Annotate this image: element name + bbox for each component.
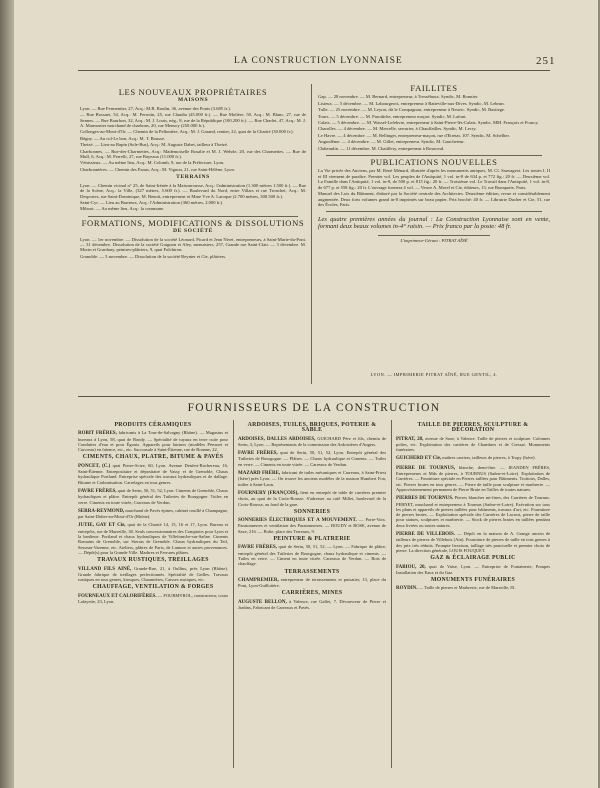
supplier-entry bbox=[78, 566, 228, 583]
supplier-name: CHAMPREMIER, bbox=[238, 577, 279, 583]
supplier-name: FAVRE FRÈRES, bbox=[78, 488, 117, 494]
supplier-text: Pierres blanches mi-fines, des Carrières de Tournus. PERNET, marchand et entrepreneur à Tournus (Saône-et-Loire). Exécution sur tous les plans et appareils de pierres taillées pour bâtiments, travaux d'art, etc. Fourniture de pierres brutes. — Exploitation spéciale des Carrières de Lacrost, pierre de taille pour statues, sculptures et marbrerie. — Stock de pierres brutes en taillées pendant deux livrées ou toutes natures. bbox=[396, 495, 551, 528]
list-item: Calais. — 5 décembre. — M. Wassel-Lefebvre, entrepreneur à Saint-Pierre-lès-Calais. Syndic, MM. François et Fourcy. bbox=[318, 120, 539, 126]
supplier-entry bbox=[396, 455, 550, 461]
list-item: Châteaulin. — 11 décembre. M. Chatillery, entrepreneur à Rosnoval. bbox=[318, 145, 445, 151]
supplier-entry bbox=[78, 522, 228, 555]
category-heading: PEINTURE & PLATRERIE bbox=[273, 536, 351, 543]
list-item: Lisieux. — 5 décembre. — M. Labourgeois, entrepreneur à Batteville-aux-Dives. Syndic, M. Lebrun. bbox=[318, 100, 505, 106]
column-divider bbox=[391, 420, 392, 768]
category-heading: ARDOISES, TUILES, BRIQUES, POTERIE & SABLE bbox=[247, 422, 377, 434]
column-divider bbox=[233, 420, 234, 768]
section-title-formations: FORMATIONS, MODIFICATIONS & DISSOLUTIONS bbox=[81, 217, 305, 228]
section-rule bbox=[378, 235, 490, 236]
supplier-name: ROYDIN. bbox=[396, 586, 418, 592]
list-item: Tulle. — 25 novembre. — M. Leyrat, dit le Compagnon, entrepreneur à Neuvic. Syndic, M. Bastiege. bbox=[318, 107, 506, 113]
list-item: Angoulême. — 4 décembre. — M. Gillet, entrepreneur. Syndic, M. Gaucheteur. bbox=[318, 139, 465, 145]
list-item: Charbonnières. — Chemin des Esnus, Acq.: M. Vignon, 21, rue Saint-Hélène, Lyon. bbox=[80, 166, 235, 172]
supplier-entry bbox=[238, 577, 386, 589]
supplier-name: SERRA-REYMOND, bbox=[78, 508, 125, 514]
section-rule bbox=[78, 396, 550, 397]
supplier-text: — FOURMYROL, constructeur, cours Lafayette, 23, Lyon. bbox=[78, 592, 228, 605]
supplier-entry bbox=[396, 585, 550, 591]
section-title-proprietaires: LES NOUVEAUX PROPRIÉTAIRES bbox=[118, 87, 268, 97]
supplier-entry bbox=[78, 508, 228, 520]
supplier-text: quai de la Charité 14, 15, 16 et 17, Lyon. Bureau et entrepôts, rue de Marseille, 30. Seuls concessionnaires des Comptoirs pour Lyon et la banlieue. Portland et chaux hydrauliques de Villefranche-sur-Saône. Ciments Romains de Grenoble, sur Sierras de Grenoble. Chaux hydrauliques du Teil, Sesseau-Varenne, etc. Ateliers, plâtres de Paris, de Lamure et autres provenances. — Dépôt(s) pour la Grande Ville. Marbres et Ferrures plâtres. bbox=[78, 522, 229, 555]
list-item: — Rue Bossuet, 54, Acq.: M. Perrotin, 25, rue Claudia (45.000 fr.). — Rue Molière, 50, Acq.: M. Blanc, 27, rue de Sennes. — Rue Bourbon, 32, Acq.: M. J. Louis, nég., 8, rue de la République (100.200 fr.). — Rue Charlet, 47, Acq.: M. J. A. Marmonier marchand de charbons, 20, rue Mensoy (250.000 fr.). bbox=[80, 112, 306, 129]
supplier-text: — Porte-Voix. Paratonnerres et ventilation des Paratonnerres. — BOUDY et BOSE, avenue de Saxe, 216. — Boîte, place des Terreaux, 9. bbox=[238, 517, 386, 534]
list-item: Tours. — 5 décembre. — M. Parodiche, entrepreneur maçon. Syndic, M. Lafont. bbox=[318, 113, 467, 119]
subsection-maisons: MAISONS bbox=[177, 97, 209, 104]
list-item: La Vie privée des Anciens, par M. René Ménard, illustrée d'après les monuments antiques, M. Cl. Sauvageot. Les tomes I, II et III viennent de paraître. Premier vol. Les peuples de l'Antiquité, 1 vol. in-8 de 634 p. et 772 fig.: 20 fr. — Deuxième vol. La Famille dans l'Antiquité, 1 vol. in-8, de 500 p. et 815 fig.: 20 fr. — Troisième vol. Le Travail dans l'Antiquité, 1 vol. in-8, de 677 p. et 558 fig.: 20 fr. L'ouvrage formera 4 vol. — Veuve A. Morel et Cie, éditeurs, 13, rue Bonaparte, Paris. bbox=[318, 168, 550, 190]
supplier-entry bbox=[396, 465, 550, 492]
list-item: Manuel des Lois du Bâtiment, élaboré par la Société centrale des Architectes. Deuxième édition, revue et considérablement augmentée. Deux forts volumes grand in-8 imprimés sur beau papier. Prix broché: 40 fr. — Librairie Ducher et Cie, 51, rue des Écoles, Paris. bbox=[318, 191, 550, 207]
supplier-entry bbox=[78, 463, 228, 485]
supplier-entry bbox=[396, 495, 550, 528]
supplier-text: — Dépôt en la maison de A. Grange ancien de tailleurs de pierres de Villebois (Ain). Fourniture de pierres de taille en tous genres à des prix très réduits. Prompte livraison, taillage très ponctuelle et premier choix de pierre. La direction générale, LOUIS FOUQUET. bbox=[396, 531, 550, 553]
list-item: Gap. — 28 novembre. — M. Bernard, entrepreneur, à Tresséboux. Syndic, M. Bonnier. bbox=[318, 94, 479, 100]
supplier-name: FAVRE FRÈRES, bbox=[238, 545, 277, 551]
section-title-faillites: FAILLITES bbox=[410, 83, 458, 93]
supplier-text: marchand de Pavés épines, cabinet rouillé à Champagne, par Saint-Didier-au-Mont-d'Or (Rhône). bbox=[78, 507, 229, 520]
supplier-entry bbox=[238, 544, 386, 566]
category-heading: PRODUITS CÉRAMIQUES bbox=[114, 422, 192, 428]
supplier-text: quai de Serin, 50, 51, 52, Lyon. Entrepôt général des Tuileries de Bourgogne. — Plâtres. — Chaux hydraulique et Ciments. — Tuiles en verre. — Ciments en toute vitrée. — Carreaux de Verdun. bbox=[238, 450, 387, 467]
supplier-name: AUGUSTE BELLON, bbox=[238, 599, 287, 605]
list-item: Charbonnes. — Rue-des-Charmettes, Acq.: Mademoiselle Rosalie et M. J. Wehrle, 20, rue des Charmettes. — Rue de Mull, 6, Acq.: M. Perrelli, 27, rue Bayeaux (11.000 fr.). bbox=[80, 148, 306, 160]
category-heading: CARRIÈRES, MINES bbox=[281, 590, 343, 597]
supplier-name: PONCET, (C.) bbox=[78, 463, 111, 469]
supplier-name: MAZARD FRÈRE, bbox=[238, 471, 281, 477]
supplier-name: PIERRE DE VILLEBOIS. bbox=[396, 532, 456, 538]
subsection-societe: DE SOCIÉTÉ bbox=[172, 228, 214, 235]
supplier-name: ARDOISES, DALLES ARDOISES, bbox=[238, 436, 316, 442]
fournisseurs-column-2 bbox=[238, 420, 386, 613]
category-heading: GAZ & ÉCLAIRAGE PUBLIC bbox=[430, 555, 516, 562]
supplier-entry bbox=[238, 436, 386, 448]
section-rule bbox=[326, 155, 542, 156]
supplier-entry bbox=[238, 517, 386, 534]
category-heading: TRAVAUX RUSTIQUES, TREILLAGES bbox=[97, 557, 209, 564]
supplier-entry bbox=[238, 450, 386, 467]
list-item: Le Havre. — 4 décembre. — M. Bellinger, entrepreneur-maçon, rue d'Etretat, 107. Syndic, M. Schellier. bbox=[318, 132, 510, 138]
supplier-entry bbox=[78, 593, 228, 605]
section-rule bbox=[88, 216, 298, 217]
supplier-text: blanche, demi-fine. — JEANDEN FRÈRES, Entrepreneurs et Mds de pierres, à TOURNUS (Saône-et-Loire). Exploitation de Carrières. — Fourniture spéciale en Pierres taillées pour Bâtiments. Trottoirs, Dalles, etc. Pierres brutes en tous genres. — Pierre de taille pour sculpture et marbrerie. — Approvisionnement permanent de Pierre Brute en Tailles de toutes natures. bbox=[396, 464, 551, 492]
book-gutter bbox=[0, 0, 14, 788]
journal-title: LA CONSTRUCTION LYONNAISE bbox=[234, 56, 403, 66]
header-rule bbox=[78, 70, 550, 71]
supplier-text: avenue de Saxe, à Valence. Taille de pierres et sculpture. Colonnes polies, etc. Exploitation des carrières de Chambres et de Cressat. Monuments funéraires. bbox=[396, 435, 551, 453]
section-rule bbox=[326, 211, 542, 212]
supplier-text: à Valence, rue Gallet, 7. Découvreur de Pierre et Jardins, Fabricant de Carreaux et Pavés. bbox=[238, 598, 386, 611]
list-item: Lyon. — 1er novembre. — Dissolution de la société Léonard, Picard et Jean Nivet, entrepreneurs, à Saint-Marie-du-Pont. — 31 décembre. Dissolution de la société Guignon et Aley, menuisiers, 257, Grande rue Saint-Clair. — 3 décembre. M. Morin et Grardany, peintres-plâtriers, 9, quai Fulchiron. bbox=[80, 236, 306, 253]
page bbox=[14, 0, 598, 788]
supplier-text: maîtres carriers, tailleurs de pierres, à Tropy (Isère). bbox=[442, 455, 536, 461]
category-heading: SONNERIES bbox=[293, 508, 331, 515]
supplier-text: fabricants à La Tour-de-Salvagny (Rhône). — Magasins et bureaux à Lyon, 58, quai de Bondy. — Spécialité de tuyaux en terre cuite pour Conduites d'eau et pour Égouts. Appareils pour latrines (modèles Pérusset et Carcreau) en faïence, etc., etc. Succursale à Saint-Étienne, rue de Roanne, 22. bbox=[78, 430, 228, 453]
supplier-entry bbox=[396, 531, 550, 553]
list-item: Lyon. — Chemin vicinal n° 25, de Saint-Irénée à la Maisonrousse, Acq.: l'administration (1.300 mètres 1.500 fr.). — Rue de la Scène, Acq.: la Ville, (327 mètres, 5.600 fr.). — Boulevard du Nord, entre Villars et rue Tronchet, Acq.: M. Desportes, rue Saint-Dominique, M. Benoit, entrepreneur et Mme Vve A. Laroque (2.700 mètres, 300.500 fr.). bbox=[80, 182, 306, 199]
category-heading: TERRASSEMENTS bbox=[284, 568, 340, 575]
supplier-name: SONNERIES ÉLECTRIQUES ET A MOUVEMENT. bbox=[238, 518, 357, 524]
supplier-entry bbox=[238, 470, 386, 487]
list-item: Collonges-au-Mont-d'Or. — Chemin de la Pellonière, Acq.: M. J. Garand, rentier, 22, quai de la Charité (30.000 fr.). bbox=[80, 129, 294, 135]
fournisseurs-column-3 bbox=[396, 420, 550, 595]
supplier-text: entrepreneur de terrassements et puisatier, 13, place du Pont, Lyon-Guillotière. bbox=[238, 576, 387, 589]
list-item: Granoble. — 5 novembre. — Dissolution de la société Reynier et Cie, plâtriers. bbox=[80, 253, 227, 259]
supplier-entry bbox=[396, 564, 550, 576]
supplier-name: ROBIT FRÈRES, bbox=[78, 431, 117, 437]
list-item: Theizé. — Lieu-au Rapin (Sole-Bus), Acq.: M. Auguste Dabet, tailleur à Theizé. bbox=[80, 142, 229, 148]
supplier-name: FABIOU, 20, bbox=[396, 564, 426, 570]
section-title-publications: PUBLICATIONS NOUVELLES bbox=[370, 157, 498, 168]
gerant-line: L'imprimeur-Gérant : PITRAT AÎNÉ bbox=[400, 238, 468, 244]
list-item: Bégny. — Au col-Le bon, Acq.: M. T. Bousse. bbox=[80, 135, 166, 141]
fournisseurs-column-1 bbox=[78, 420, 228, 607]
supplier-text: — Taille de pierres et Marbrerie, rue de Marseille, 81. bbox=[418, 585, 516, 591]
column-divider bbox=[311, 84, 312, 384]
list-item: Miboot. — Au même lieu, Acq.: la commune. bbox=[80, 206, 165, 212]
supplier-entry bbox=[238, 490, 386, 507]
supplier-text: quai de Vaise, Lyon. — Entreprise de Fontainerie, Pompes Installation des Eaux et du Gaz. bbox=[396, 563, 551, 575]
supplier-name: PITRAT, 28, bbox=[396, 436, 424, 442]
list-item: Saint-Cyr. — Lieu au Barrieux, Acq.: l'Administration (360 mètres, 2.000 fr.). bbox=[80, 199, 224, 205]
supplier-text: Grande-Rue, 21, à Oullins, près Lyon (Rhône). Grande fabrique de treillages perfectionnés. Spécialité de Grilles. Travaux rustiques en tous genres, kiosques, Chaumières, Caisses rustiques, etc. bbox=[78, 565, 229, 583]
left-column bbox=[80, 88, 306, 260]
promo-notice: Les quatre premières années du journal : La Construction Lyonnaise sont en vente, formant deux beaux volumes in-4° raisin. — Prix franco par la poste: 48 fr. bbox=[318, 216, 550, 231]
supplier-name: FOURNEAUX ET CALORIFÈRES. bbox=[78, 593, 157, 599]
imprint-line: LYON. — IMPRIMERIE PITRAT AÎNÉ, RUE GENTIL, 4. bbox=[370, 372, 498, 377]
fournisseurs-title: FOURNISSEURS DE LA CONSTRUCTION bbox=[187, 402, 441, 414]
supplier-name: FOURNERY (FRANÇOIS), bbox=[238, 490, 299, 496]
supplier-text: fient en entrepôt de table de carrières premier choix, au quai de la Croix-Rousse. S'adresser au café Millet, boulevard de la Croix-Rousse, au fond de la gare. bbox=[238, 489, 386, 507]
supplier-entry bbox=[396, 436, 550, 453]
supplier-text: quai Pierre-Scize, 60, Lyon. Avenue Denfert-Rochereau, 16, Saint-Étienne. Entrepositaire et dépositaire de Vassy et de Grenoble, Chaux hydraulique Portland. Entreprise spéciale des travaux hydrauliques et de dallage. Bitume et Carbonisation. Carrelages en tous genres. bbox=[78, 462, 228, 485]
supplier-entry bbox=[78, 488, 228, 505]
right-column bbox=[318, 84, 550, 244]
subsection-terrains: TERRAINS bbox=[176, 174, 210, 181]
supplier-entry bbox=[78, 430, 228, 452]
page-number: 251 bbox=[536, 55, 556, 67]
supplier-text: GUICHARD Père et fils, chemin de Serin, 3, Lyon. — Représentants de la commission des Ardoisières d'Angers. bbox=[238, 435, 387, 447]
category-heading: CIMENTS, CHAUX, PLATRE, BITUME & PAVÉS bbox=[82, 454, 224, 461]
supplier-entry bbox=[238, 599, 386, 611]
supplier-name: FAVRE FRÈRES, bbox=[238, 451, 278, 457]
supplier-name: GUICHERD ET Cie, bbox=[396, 456, 442, 462]
supplier-name: JUTIE, GAY ET Cie, bbox=[78, 523, 126, 529]
supplier-text: quai de Serin, 50, 51, 52, Lyon. Ciments de Grenoble, Chaux hydrauliques et plâtre. Entrepôt général des Tuileries de Bourgogne. Tuiles en verre. Ciments en toute vitrée, Carreaux de Verdun. bbox=[78, 487, 229, 505]
supplier-text: quai de Serin, 50, 51, 52. — Lyon. — Fabrique de plâtre, entrepôt général des Tuileries de Bourgogne, chaux hydraulique et ciments. — Tuiles en verre. — Ciment en toute vitrée. Carreaux de Verdun. — Bois de chauffage. bbox=[238, 544, 387, 567]
category-heading: CHAUFFAGE, VENTILATION & FORGES bbox=[92, 584, 214, 591]
category-heading: TAILLE DE PIERRES, SCULPTURE & DÉCORATION bbox=[417, 422, 529, 434]
supplier-name: PIERRES DE TOURNUS. bbox=[396, 496, 454, 502]
list-item: Charolles. — 4 décembre. — M. Mercelle, serrurier, à Chauffailles. Syndic, M. Lecry. bbox=[318, 126, 477, 132]
supplier-name: VILLAND FILS AINÉ, bbox=[78, 566, 132, 572]
list-item: Lyon. — Rue Fermentier, 27, Acq.: M.B. Roulin, 36, avenue des Ponts (3.685 fr.). bbox=[80, 105, 231, 111]
supplier-name: PIERRE DE TOURNUS, bbox=[396, 465, 456, 471]
supplier-text: fabricant de tuiles mécaniques et Carreaux, à Saint-Priest (Isère) près Lyon. — On trouve les anciens modèles de la maison Humbert Fon, tuilier à Saint-Laon. bbox=[238, 470, 386, 487]
category-heading: MONUMENTS FUNÉRAIRES bbox=[430, 577, 516, 584]
list-item: Vénissieux. — Au même lieu, Acq.: M. Colomb, 9, rue de la Préfecture, Lyon. bbox=[80, 160, 225, 166]
